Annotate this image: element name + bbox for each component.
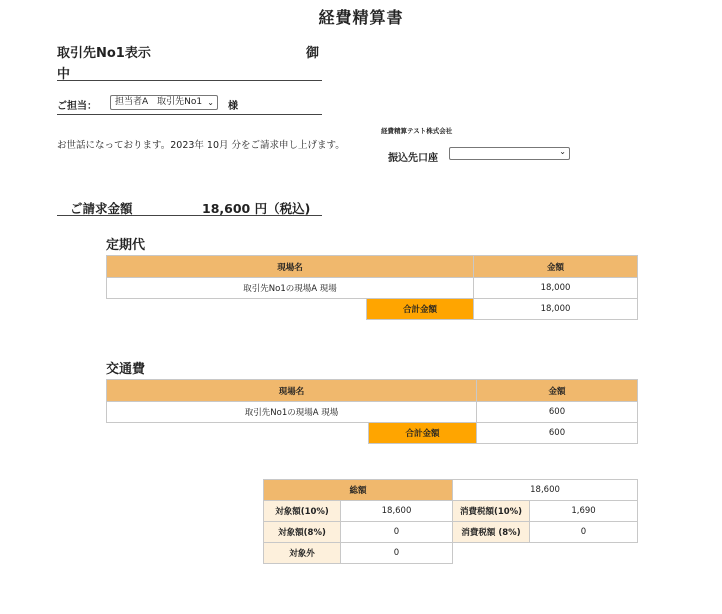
- summary-tax8-value: 0: [530, 522, 638, 543]
- koutsu-subtotal-value: 600: [477, 423, 638, 444]
- teiki-header-amount: 金額: [474, 256, 638, 278]
- page-title: 経費精算書: [318, 8, 404, 27]
- teiki-subtotal-label: 合計金額: [367, 299, 474, 320]
- greeting-text: お世話になっております。2023年 10月 分をご請求申し上げます。: [57, 140, 345, 151]
- invoice-total-underline: [57, 215, 322, 216]
- summary-total-value: 18,600: [453, 480, 638, 501]
- teiki-table: [106, 255, 638, 320]
- tanto-select-value: 担当者A 取引先No1: [115, 97, 203, 107]
- chevron-down-icon: ⌄: [207, 98, 214, 107]
- tanto-label: ご担当：: [57, 101, 97, 112]
- bank-account-select[interactable]: [449, 147, 570, 160]
- tanto-honorific: 様: [228, 101, 238, 112]
- summary-total-label: 総額: [264, 480, 453, 501]
- client-honorific-part2: 中: [57, 67, 71, 82]
- summary-target8-value: 0: [341, 522, 453, 543]
- tanto-underline: [57, 114, 322, 115]
- tanto-select[interactable]: [110, 95, 218, 110]
- summary-exempt-value: 0: [341, 543, 453, 564]
- koutsu-subtotal-label: 合計金額: [369, 423, 477, 444]
- summary-target8-label: 対象額(8%): [264, 522, 341, 543]
- table-row: [107, 278, 638, 299]
- teiki-subtotal-value: 18,000: [474, 299, 638, 320]
- koutsu-site-cell: 取引先No1の現場A 現場: [107, 402, 477, 423]
- summary-target10-value: 18,600: [341, 501, 453, 522]
- client-name: 取引先No1表示: [57, 46, 151, 61]
- teiki-amount-cell: 18,000: [474, 278, 638, 299]
- bank-account-label: 振込先口座: [388, 153, 438, 164]
- client-underline: [57, 80, 322, 81]
- teiki-section-title: 定期代: [106, 238, 146, 253]
- invoice-total-value: 18,600 円（税込): [202, 201, 311, 216]
- summary-tax10-value: 1,690: [530, 501, 638, 522]
- koutsu-header-site: 現場名: [107, 380, 477, 402]
- chevron-down-icon: ⌄: [559, 147, 566, 156]
- summary-tax8-label: 消費税額 (8%): [453, 522, 530, 543]
- invoice-total-label: ご請求金額: [70, 201, 133, 216]
- client-honorific-part1: 御: [306, 46, 320, 61]
- koutsu-table: [106, 379, 638, 444]
- koutsu-header-amount: 金額: [477, 380, 638, 402]
- summary-tax10-label: 消費税額(10%): [453, 501, 530, 522]
- summary-target10-label: 対象額(10%): [264, 501, 341, 522]
- koutsu-amount-cell: 600: [477, 402, 638, 423]
- table-row: [107, 402, 638, 423]
- teiki-header-site: 現場名: [107, 256, 474, 278]
- koutsu-section-title: 交通費: [106, 362, 146, 377]
- summary-table: [263, 479, 638, 564]
- teiki-site-cell: 取引先No1の現場A 現場: [107, 278, 474, 299]
- summary-exempt-label: 対象外: [264, 543, 341, 564]
- company-name: 経費精算テスト株式会社: [381, 127, 453, 135]
